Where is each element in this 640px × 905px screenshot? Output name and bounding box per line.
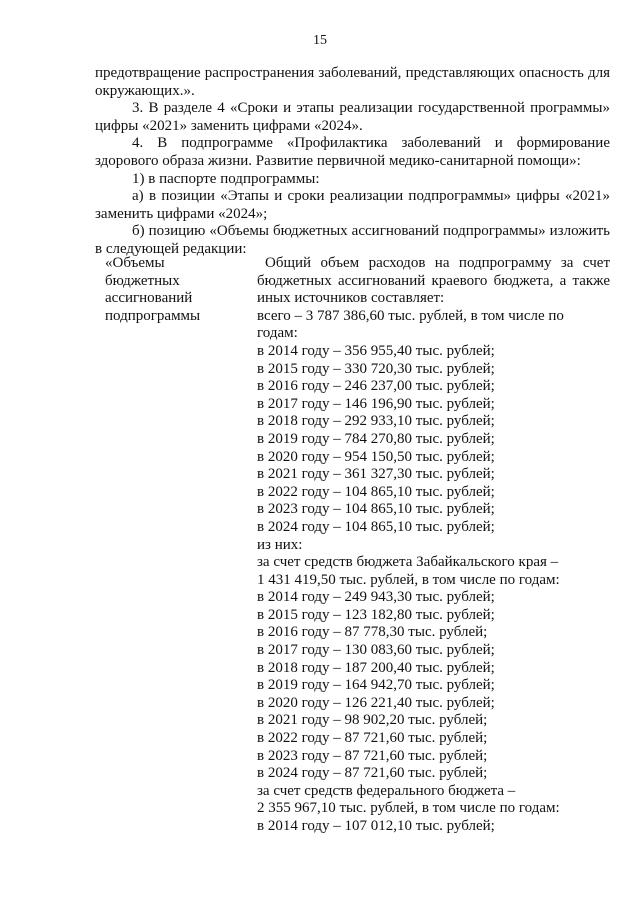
budget-table [95, 255, 610, 836]
budget-line: в 2024 году – 104 865,10 тыс. рублей; [257, 518, 495, 535]
budget-line: 1 431 419,50 тыс. рублей, в том числе по годам: [257, 571, 560, 588]
budget-line: в 2023 году – 87 721,60 тыс. рублей; [257, 747, 488, 764]
budget-line: 2 355 967,10 тыс. рублей, в том числе по годам: [257, 800, 560, 817]
table-left-column [95, 255, 257, 836]
budget-line: в 2016 году – 246 237,00 тыс. рублей; [257, 378, 495, 395]
budget-line: в 2018 году – 187 200,40 тыс. рублей; [257, 659, 495, 676]
budget-line: в 2023 году – 104 865,10 тыс. рублей; [257, 501, 495, 518]
budget-line: в 2014 году – 249 943,30 тыс. рублей; [257, 589, 495, 606]
budget-line: в 2024 году – 87 721,60 тыс. рублей; [257, 765, 488, 782]
budget-line: в 2014 году – 356 955,40 тыс. рублей; [257, 342, 495, 359]
budget-line: в 2017 году – 130 083,60 тыс. рублей; [257, 642, 495, 659]
budget-line: в 2020 году – 954 150,50 тыс. рублей; [257, 448, 495, 465]
page-number: 15 [313, 33, 327, 48]
paragraph: а) в позиции «Этапы и сроки реализации подпрограммы» цифры «2021» заменить цифрами «2024»; [95, 188, 610, 222]
budget-line: в 2016 году – 87 778,30 тыс. рублей; [257, 624, 488, 641]
body-text [95, 65, 610, 259]
paragraph: предотвращение распространения заболеваний, представляющих опасность для окружающих.». [95, 65, 610, 99]
right-intro-text: Общий объем расходов на подпрограмму за счет бюджетных ассигнований краевого бюджета, а также иных источников составляет: [257, 255, 610, 307]
budget-line: из них: [257, 536, 303, 553]
paragraph: 4. В подпрограмме «Профилактика заболеваний и формирование здорового образа жизни. Развитие первичной медико-санитарной помощи»: [95, 135, 610, 169]
budget-line: в 2018 году – 292 933,10 тыс. рублей; [257, 413, 495, 430]
budget-line: в 2022 году – 87 721,60 тыс. рублей; [257, 730, 488, 747]
budget-line: в 2019 году – 784 270,80 тыс. рублей; [257, 430, 495, 447]
budget-line: в 2021 году – 98 902,20 тыс. рублей; [257, 712, 488, 729]
left-label-line: подпрограммы [105, 307, 201, 324]
right-lines-list [257, 308, 610, 836]
left-label-line: «Объемы [105, 255, 165, 271]
budget-line: годам: [257, 325, 298, 342]
budget-line: за счет средств федерального бюджета – [257, 782, 516, 799]
budget-line: в 2019 году – 164 942,70 тыс. рублей; [257, 677, 495, 694]
budget-line: в 2022 году – 104 865,10 тыс. рублей; [257, 483, 495, 500]
table-right-column [257, 255, 610, 836]
paragraph: 1) в паспорте подпрограммы: [132, 170, 320, 187]
left-label-line: ассигнований [105, 290, 193, 307]
paragraph: б) позицию «Объемы бюджетных ассигнований подпрограммы» изложить в следующей редакции: [95, 223, 610, 257]
budget-line: в 2015 году – 123 182,80 тыс. рублей; [257, 606, 495, 623]
budget-line: всего – 3 787 386,60 тыс. рублей, в том числе по [257, 307, 564, 324]
budget-line: в 2014 году – 107 012,10 тыс. рублей; [257, 818, 495, 834]
budget-line: в 2017 году – 146 196,90 тыс. рублей; [257, 395, 495, 412]
budget-line: за счет средств бюджета Забайкальского края – [257, 554, 559, 571]
budget-line: в 2020 году – 126 221,40 тыс. рублей; [257, 694, 495, 711]
budget-line: в 2015 году – 330 720,30 тыс. рублей; [257, 360, 495, 377]
budget-line: в 2021 году – 361 327,30 тыс. рублей; [257, 466, 495, 483]
paragraph: 3. В разделе 4 «Сроки и этапы реализации государственной программы» цифры «2021» заменить цифрами «2024». [95, 100, 610, 134]
left-label-line: бюджетных [105, 272, 180, 289]
